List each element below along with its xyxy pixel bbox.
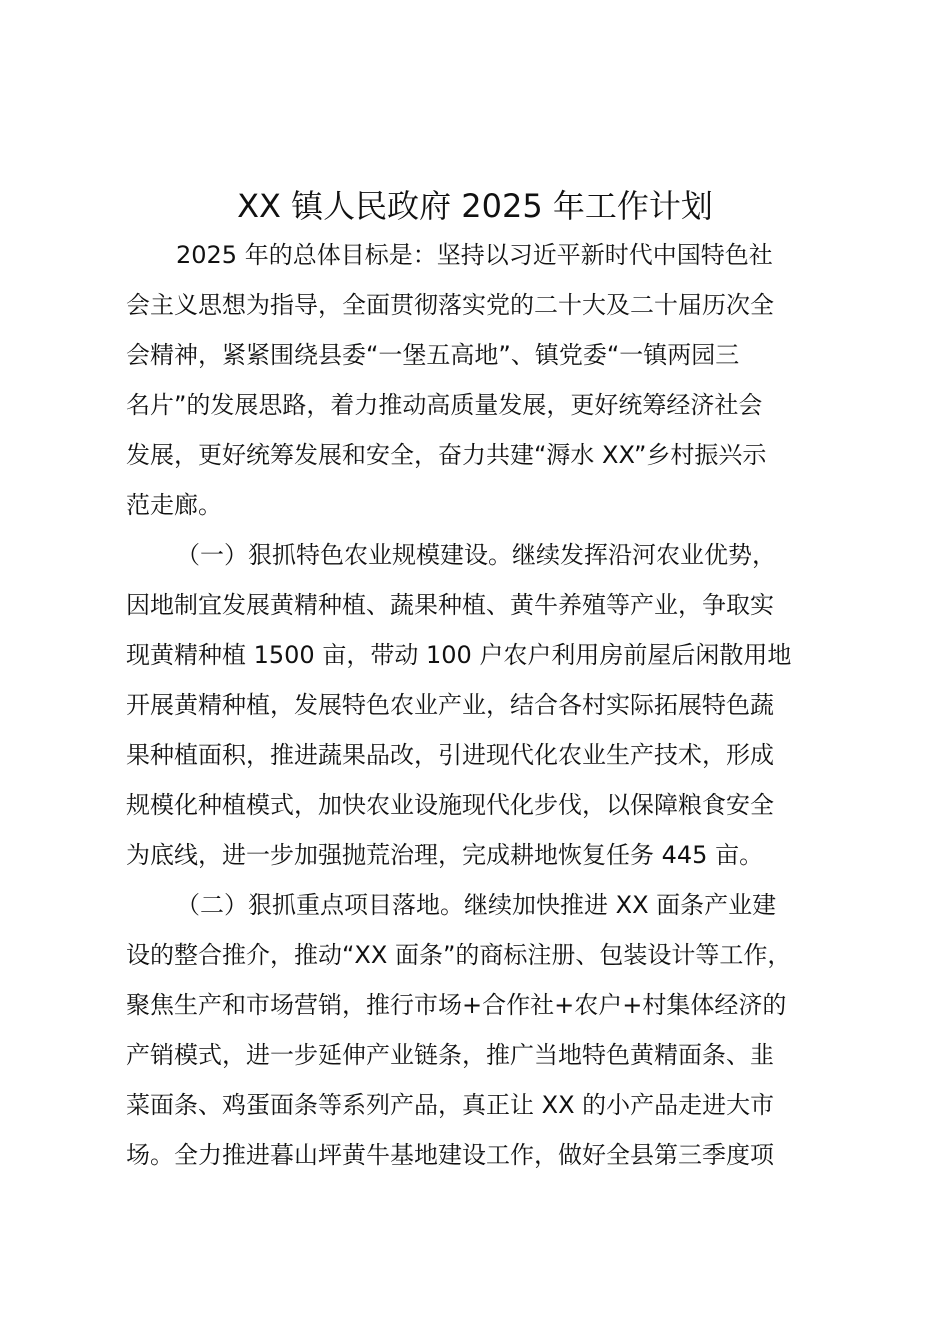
text-line: 会主义思想为指导，全面贯彻落实党的二十大及二十届历次全	[126, 291, 774, 319]
text-line: 菜面条、鸡蛋面条等系列产品，真正让 XX 的小产品走进大市	[126, 1091, 775, 1119]
text-line: 开展黄精种植，发展特色农业产业，结合各村实际拓展特色蔬	[126, 691, 774, 719]
text-line: 名片”的发展思路，着力推动高质量发展，更好统筹经济社会	[126, 391, 763, 419]
text-line: 设的整合推介，推动“XX 面条”的商标注册、包装设计等工作，	[126, 941, 792, 969]
text-line: （二）狠抓重点项目落地。继续加快推进 XX 面条产业建	[176, 891, 777, 919]
text-line: 发展，更好统筹发展和安全，奋力共建“溽水 XX”乡村振兴示	[126, 441, 767, 469]
text-line: 规模化种植模式，加快农业设施现代化步伐，以保障粮食安全	[126, 791, 774, 819]
text-line: 因地制宜发展黄精种植、蔬果种植、黄牛养殖等产业，争取实	[126, 591, 774, 619]
document-body	[126, 230, 842, 1180]
text-line: 场。全力推进暮山坪黄牛基地建设工作，做好全县第三季度项	[126, 1141, 774, 1169]
text-line: 果种植面积，推进蔬果品改，引进现代化农业生产技术，形成	[126, 741, 774, 769]
text-line: （一）狠抓特色农业规模建设。继续发挥沿河农业优势，	[176, 541, 776, 569]
paragraph-agriculture	[126, 530, 842, 880]
text-line: 现黄精种植 1500 亩，带动 100 户农户利用房前屋后闲散用地	[126, 641, 792, 669]
text-line: 会精神，紧紧围绕县委“一堡五高地”、镇党委“一镇两园三	[126, 341, 740, 369]
text-line: 产销模式，进一步延伸产业链条，推广当地特色黄精面条、韭	[126, 1041, 774, 1069]
paragraph-overall-goal	[126, 230, 842, 530]
text-line: 范走廊。	[126, 491, 222, 519]
text-line: 2025 年的总体目标是：坚持以习近平新时代中国特色社	[176, 241, 773, 269]
text-line: 为底线，进一步加强抛荒治理，完成耕地恢复任务 445 亩。	[126, 841, 764, 869]
document-title: XX 镇人民政府 2025 年工作计划	[237, 187, 713, 225]
text-line: 聚焦生产和市场营销，推行市场+合作社+农户+村集体经济的	[126, 991, 787, 1019]
paragraph-key-projects	[126, 880, 842, 1180]
